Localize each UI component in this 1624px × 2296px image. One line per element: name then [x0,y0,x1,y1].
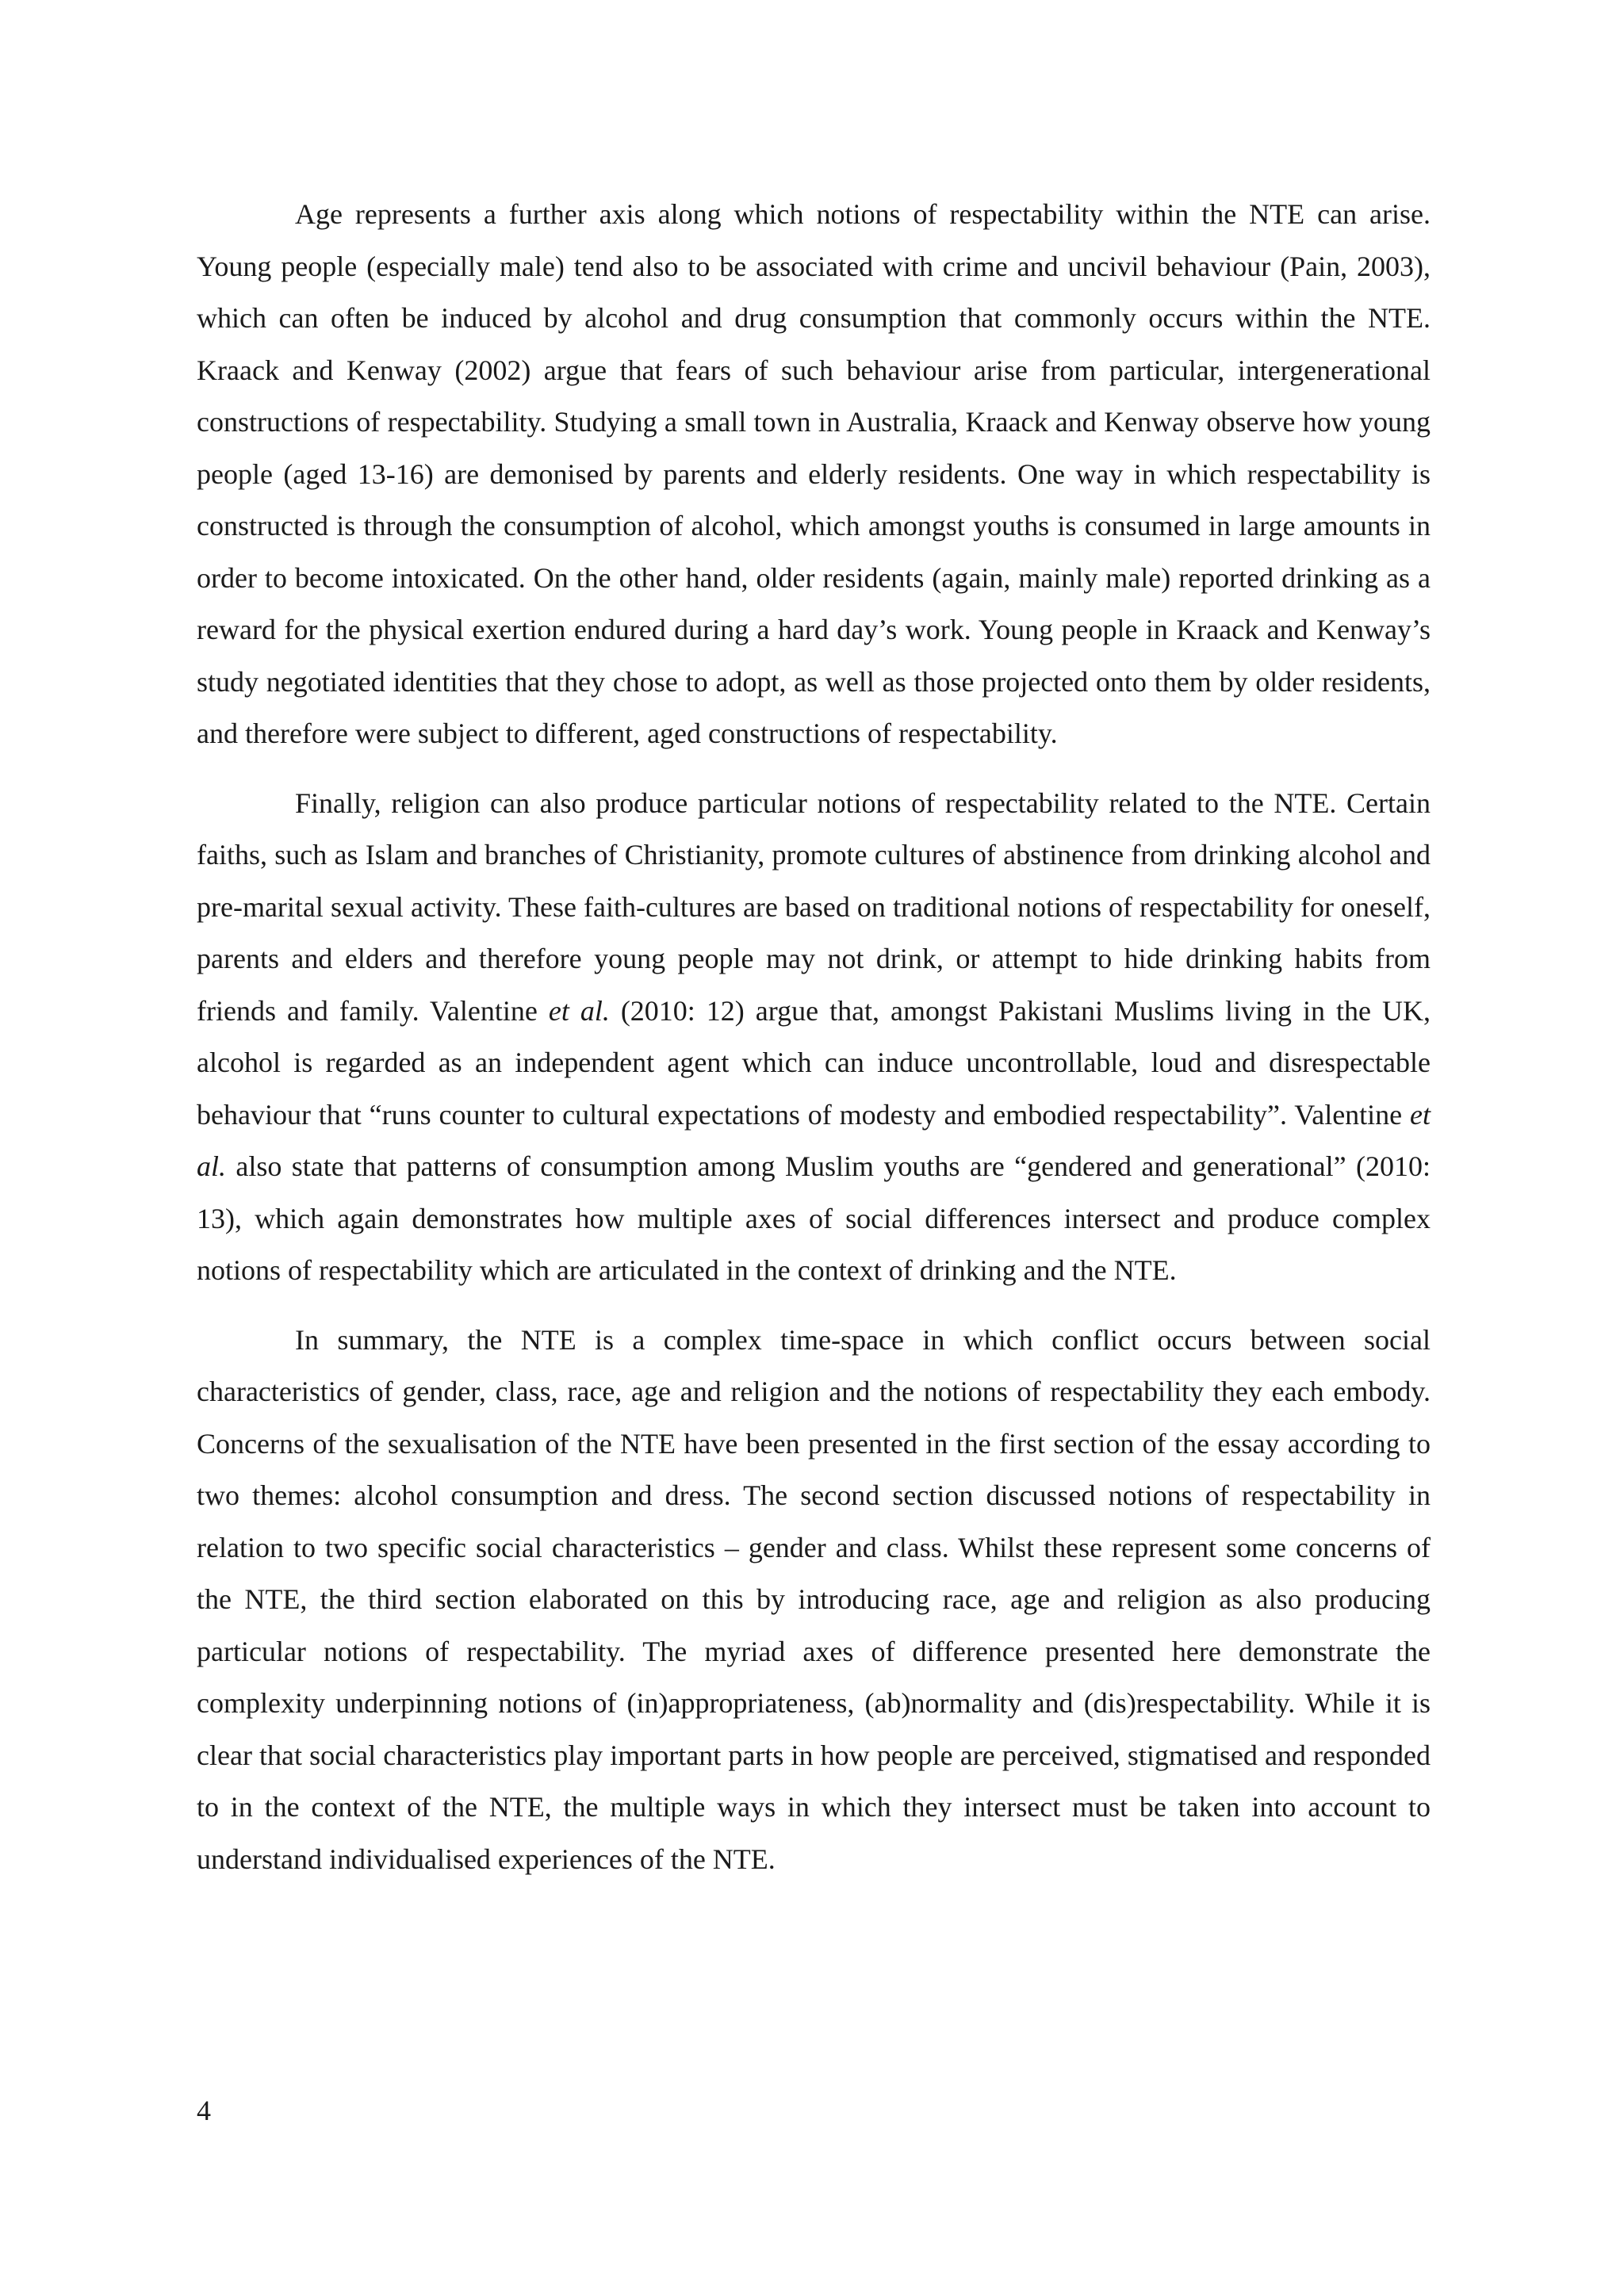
paragraph-summary [197,1314,1431,1886]
italic-citation: et al. [548,994,610,1027]
paragraph-text: also state that patterns of consumption among Muslim youths are “gendered and generational” (2010: 13), which again demonstrates how multiple axes of social differences intersect and produce complex notions of respectability which are articulated in the context of drinking and the NTE. [197,1150,1431,1286]
paragraph-text: Age represents a further axis along which notions of respectability within the NTE can arise. Young people (especially male) tend also to be associated with crime and uncivil behaviour (Pain, 2003), which can often be induced by alcohol and drug consumption that commonly occurs within the NTE. Kraack and Kenway (2002) argue that fears of such behaviour arise from particular, intergenerational constructions of respectability. Studying a small town in Australia, Kraack and Kenway observe how young people (aged 13-16) are demonised by parents and elderly residents. One way in which respectability is constructed is through the consumption of alcohol, which amongst youths is consumed in large amounts in order to become intoxicated. On the other hand, older residents (again, mainly male) reported drinking as a reward for the physical exertion endured during a hard day’s work. Young people in Kraack and Kenway’s study negotiated identities that they chose to adopt, as well as those projected onto them by older residents, and therefore were subject to different, aged constructions of respectability. [197,198,1431,749]
paragraph-text: (2010: 12) argue that, amongst Pakistani Muslims living in the UK, alcohol is regarded as an independent agent which can induce uncontrollable, loud and disrespectable behaviour that “runs counter to cultural expectations of modesty and embodied respectability”. Valentine [197,994,1431,1131]
page-number: 4 [197,2095,211,2126]
italic-citation: et al. [197,1098,1431,1182]
paragraph-text: In summary, the NTE is a complex time-space in which conflict occurs between social characteristics of gender, class, race, age and religion and the notions of respectability they each embody. Concerns of the sexualisation of the NTE have been presented in the first section of the essay according to two themes: alcohol consumption and dress. The second section discussed notions of respectability in relation to two specific social characteristics – gender and class. Whilst these represent some concerns of the NTE, the third section elaborated on this by introducing race, age and religion as also producing particular notions of respectability. The myriad axes of difference presented here demonstrate the complexity underpinning notions of (in)appropriateness, (ab)normality and (dis)respectability. While it is clear that social characteristics play important parts in how people are perceived, stigmatised and responded to in the context of the NTE, the multiple ways in which they intersect must be taken into account to understand individualised experiences of the NTE. [197,1323,1431,1875]
paragraph-text: Finally, religion can also produce particular notions of respectability related to the NTE. Certain faiths, such as Islam and branches of Christianity, promote cultures of abstinence from drinking alcohol and pre-marital sexual activity. These faith-cultures are based on traditional notions of respectability for oneself, parents and elders and therefore young people may not drink, or attempt to hide drinking habits from friends and family. Valentine [197,786,1431,1027]
paragraph-age [197,189,1431,760]
body-text [197,189,1431,1885]
paragraph-religion [197,778,1431,1297]
